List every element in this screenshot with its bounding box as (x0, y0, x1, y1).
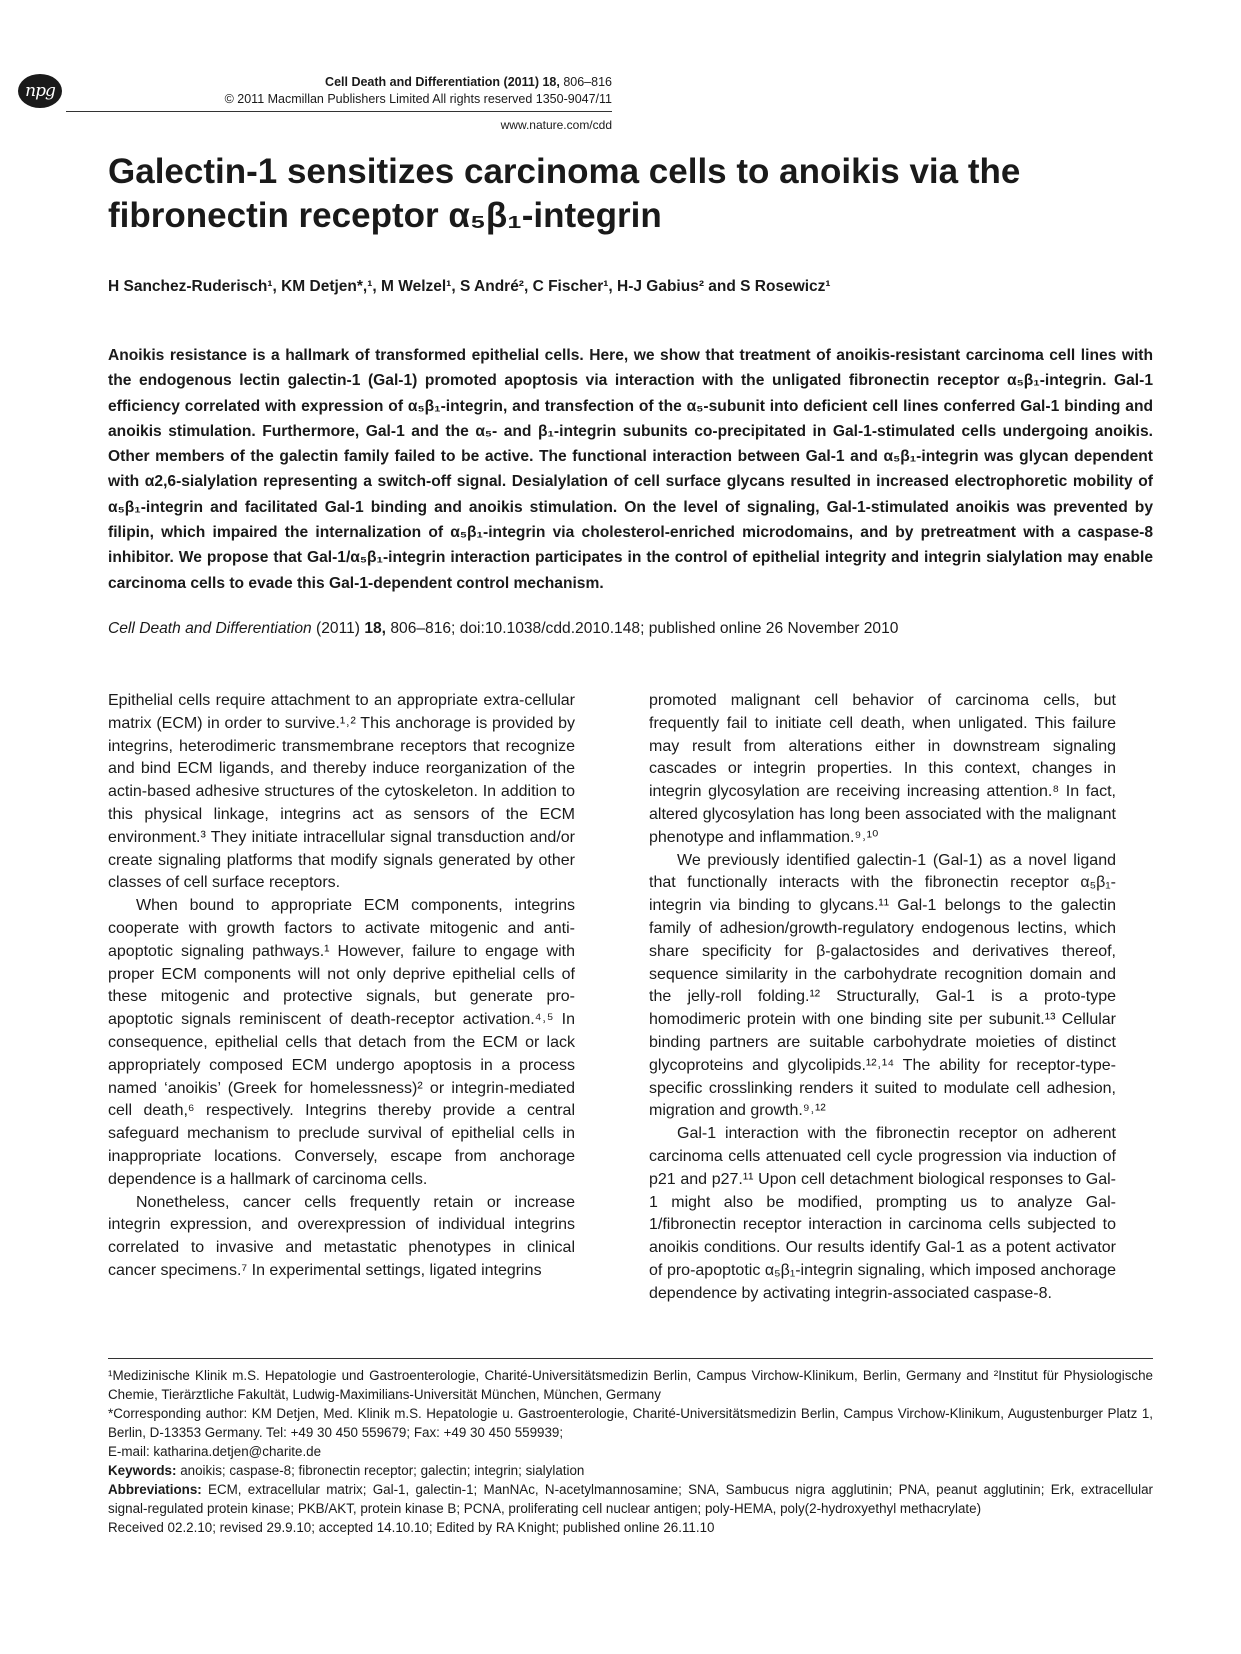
received-dates: Received 02.2.10; revised 29.9.10; accepted 14.10.10; Edited by RA Knight; published online 26.11.10 (108, 1520, 715, 1535)
journal-url[interactable]: www.nature.com/cdd (500, 118, 612, 132)
citation-year: (2011) (316, 620, 360, 637)
article-citation (108, 618, 1153, 640)
journal-citation-line (100, 74, 612, 91)
keywords-text: anoikis; caspase-8; fibronectin receptor; galectin; integrin; sialylation (180, 1463, 585, 1478)
body-paragraph: Nonetheless, cancer cells frequently retain or increase integrin expression, and overexpression of individual integrins correlated to invasive and metastatic phenotypes in clinical cancer specimens.⁷ In experimental settings, ligated integrins (108, 1193, 575, 1279)
body-column-right (649, 690, 1116, 1306)
keywords-label: Keywords: (108, 1463, 177, 1478)
corresponding-author: *Corresponding author: KM Detjen, Med. Klinik m.S. Hepatologie u. Gastroenterologie, Charité-Universitätsmedizin Berlin, Campus Virchow-Klinikum, Augustenburger Platz 1, Berlin, D-13353 Germany. Tel: +49 30 450 559679; Fax: +49 30 450 559939; (108, 1406, 1153, 1440)
article-title: Galectin-1 sensitizes carcinoma cells to anoikis via the fibronectin receptor α₅β₁-integrin (108, 152, 1021, 235)
copyright-line: © 2011 Macmillan Publishers Limited All rights reserved 1350-9047/11 (224, 92, 612, 106)
footnote-rule (108, 1358, 1153, 1359)
journal-header (100, 74, 612, 108)
citation-journal: Cell Death and Differentiation (108, 620, 312, 637)
body-paragraph: Gal-1 interaction with the fibronectin receptor on adherent carcinoma cells attenuated cell cycle progression via induction of p21 and p27.¹¹ Upon cell detachment biological responses to Gal-1 might also be modified, prompting us to analyze Gal-1/fibronectin receptor interaction in carcinoma cells subjected to anoikis conditions. Our results identify Gal-1 as a potent activator of pro-apoptotic α₅β₁-integrin signaling, which imposed anchorage dependence by activating integrin-associated caspase-8. (649, 1125, 1116, 1302)
body-paragraph: We previously identified galectin-1 (Gal-1) as a novel ligand that functionally interacts with the fibronectin receptor α₅β₁-integrin via binding to glycans.¹¹ Gal-1 belongs to the galectin family of adhesion/growth-regulatory endogenous lectins, which share specificity for β-galactosides and derivatives thereof, sequence similarity in the carbohydrate recognition domain and the jelly-roll folding.¹² Structurally, Gal-1 is a proto-type homodimeric protein with one binding site per subunit.¹³ Cellular binding partners are suitable carbohydrate moieties of distinct glycoproteins and glycolipids.¹²˒¹⁴ The ability for receptor-type-specific crosslinking renders it suited to modulate cell adhesion, migration and growth.⁹˒¹² (649, 851, 1116, 1120)
author-list: H Sanchez-Ruderisch¹, KM Detjen*,¹, M Welzel¹, S André², C Fischer¹, H-J Gabius² and S Rosewicz¹ (108, 278, 831, 295)
footnotes (108, 1366, 1153, 1537)
header-rule (66, 111, 612, 112)
journal-pages: 806–816 (563, 75, 612, 89)
citation-volume: 18, (364, 620, 386, 637)
abstract: Anoikis resistance is a hallmark of transformed epithelial cells. Here, we show that treatment of anoikis-resistant carcinoma cell lines with the endogenous lectin galectin-1 (Gal-1) promoted apoptosis via interaction with the unligated fibronectin receptor α₅β₁-integrin. Gal-1 efficiency correlated with expression of α₅β₁-integrin, and transfection of the α₅-subunit into deficient cell lines conferred Gal-1 binding and anoikis stimulation. Furthermore, Gal-1 and the α₅- and β₁-integrin subunits co-precipitated in Gal-1-stimulated cells undergoing anoikis. Other members of the galectin family failed to be active. The functional interaction between Gal-1 and α₅β₁-integrin was glycan dependent with α2,6-sialylation representing a switch-off signal. Desialylation of cell surface glycans resulted in increased electrophoretic mobility of α₅β₁-integrin and facilitated Gal-1 binding and anoikis stimulation. On the level of signaling, Gal-1-stimulated anoikis was prevented by filipin, which impaired the internalization of α₅β₁-integrin via cholesterol-enriched microdomains, and by pretreatment with a caspase-8 inhibitor. We propose that Gal-1/α₅β₁-integrin interaction participates in the control of epithelial integrity and integrin sialylation may enable carcinoma cells to evade this Gal-1-dependent control mechanism. (108, 347, 1153, 592)
email[interactable]: E-mail: katharina.detjen@charite.de (108, 1444, 322, 1459)
publisher-logo: npg (18, 74, 62, 108)
abbreviations-text: ECM, extracellular matrix; Gal-1, galectin-1; ManNAc, N-acetylmannosamine; SNA, Sambucus nigra agglutinin; PNA, peanut agglutinin; Erk, extracellular signal-regulated protein kinase; PKB/AKT, protein kinase B; PCNA, proliferating cell nuclear antigen; poly-HEMA, poly(2-hydroxyethyl methacrylate) (108, 1482, 1153, 1516)
body-paragraph: promoted malignant cell behavior of carcinoma cells, but frequently fail to initiate cell death, when unligated. This failure may result from alterations either in downstream signaling cascades or integrin properties. In this context, changes in integrin glycosylation are receiving increasing attention.⁸ In fact, altered glycosylation has long been associated with the malignant phenotype and inflammation.⁹˒¹⁰ (649, 692, 1116, 846)
citation-details: 806–816; doi:10.1038/cdd.2010.148; published online 26 November 2010 (390, 620, 899, 637)
affiliations: ¹Medizinische Klinik m.S. Hepatologie und Gastroenterologie, Charité-Universitätsmedizin Berlin, Campus Virchow-Klinikum, Berlin, Germany and ²Institut für Physiologische Chemie, Tierärztliche Fakultät, Ludwig-Maximilians-Universität München, München, Germany (108, 1368, 1153, 1402)
keywords (108, 1461, 1153, 1480)
journal-name: Cell Death and Differentiation (2011) 18, (325, 75, 560, 89)
abbreviations-label: Abbreviations: (108, 1482, 202, 1497)
body-paragraph: When bound to appropriate ECM components, integrins cooperate with growth factors to activate mitogenic and anti-apoptotic signaling pathways.¹ However, failure to engage with proper ECM components will not only deprive epithelial cells of these mitogenic and protective signals, but generate pro-apoptotic signals reminiscent of death-receptor activation.⁴˒⁵ In consequence, epithelial cells that detach from the ECM or lack appropriately composed ECM undergo apoptosis in a process named ‘anoikis’ (Greek for homelessness)² or integrin-mediated cell death,⁶ respectively. Integrins thereby provide a central safeguard mechanism to preclude survival of epithelial cells in inappropriate locations. Conversely, escape from anchorage dependence is a hallmark of carcinoma cells. (108, 897, 575, 1188)
body-column-left (108, 690, 575, 1283)
body-paragraph: Epithelial cells require attachment to an appropriate extra-cellular matrix (ECM) in order to survive.¹˒² This anchorage is provided by integrins, heterodimeric transmembrane receptors that recognize and bind ECM ligands, and thereby induce reorganization of the actin-based adhesive structures of the cytoskeleton. In addition to this physical linkage, integrins act as sensors of the ECM environment.³ They initiate intracellular signal transduction and/or create signaling platforms that modify signals generated by other classes of cell surface receptors. (108, 692, 575, 892)
abbreviations (108, 1480, 1153, 1518)
